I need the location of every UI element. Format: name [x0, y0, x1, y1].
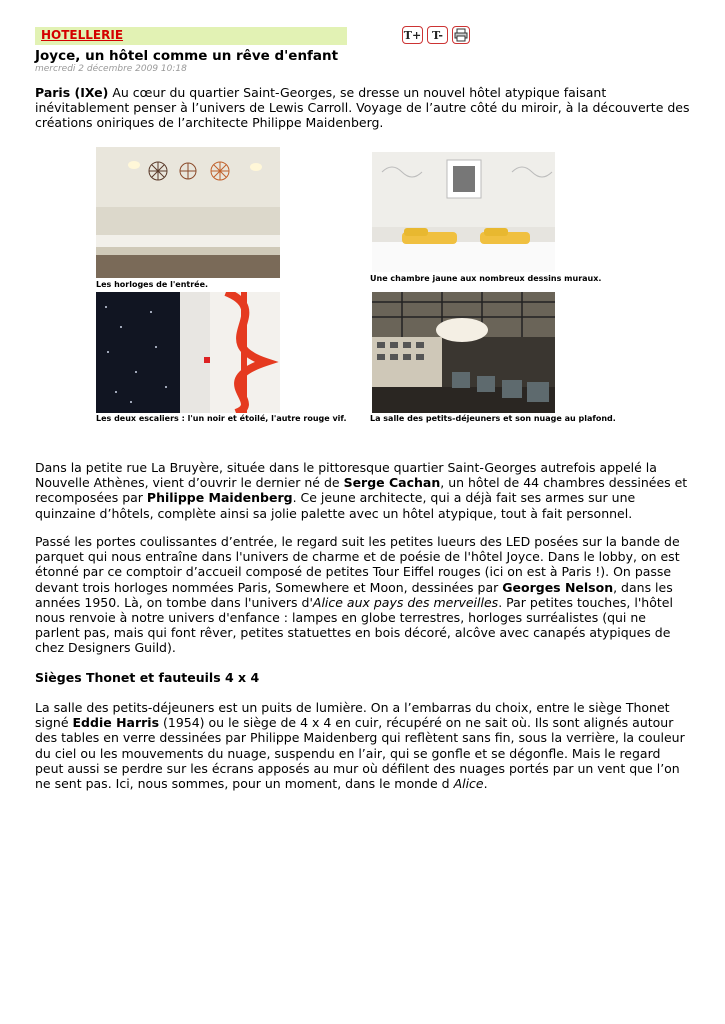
text-run: La salle des petits-déjeuners est un puits de lumière. On a l’embarras du choix, entre le siège Thonet signé [35, 700, 670, 731]
body-paragraph [35, 460, 690, 521]
photo-caption: Une chambre jaune aux nombreux dessins muraux. [370, 274, 602, 283]
person-name: Philippe Maidenberg [146, 490, 293, 506]
text-run: . Par petites touches, l'hôtel nous renvoie à notre univers d'enfance : lampes en globe terrestres, horloges surréalistes (qui ne parlent pas, mais qui font rêver, petites statuettes en bois décoré, alcôve avec canapés atypiques de chez Designers Guild). [35, 594, 673, 656]
text-run: (1954) ou le siège de 4 x 4 en cuir, récupéré on ne sait où. Ils sont alignés autour des tables en verre dessinées par Philippe Maidenberg qui reflètent sans fin, sous la verrière, la couleur du ciel ou les mouvements du nuage, suspendu en l’air, qui se gonfle et se dégonfle. Mais le regard peut aussi se perdre sur les écrans apposés au mur où défilent des nuages portés par un vent que l’on ne sent pas. Ici, nous sommes, pour un moment, dans le monde d [35, 715, 685, 792]
intro-text: Au cœur du quartier Saint-Georges, se dresse un nouvel hôtel atypique faisant inévitablement penser à l’univers de Lewis Carroll. Voyage de l’autre côté du miroir, à la découverte des créations oniriques de l’architecte Philippe Maidenberg. [35, 85, 690, 131]
person-name: Georges Nelson [502, 579, 614, 595]
print-button[interactable] [452, 26, 470, 44]
intro-paragraph [35, 85, 690, 131]
photo-breakfast-room [372, 292, 555, 413]
text-tools [402, 26, 470, 44]
photo-clocks [96, 147, 280, 278]
increase-text-button[interactable] [402, 26, 423, 44]
person-name: Eddie Harris [72, 715, 160, 731]
increase-text-icon: T+ [403, 28, 422, 42]
category-bar [35, 27, 347, 45]
decrease-text-button[interactable] [427, 26, 448, 44]
text-run: . [483, 776, 488, 792]
category-link[interactable]: HOTELLERIE [41, 28, 124, 42]
body-paragraph [35, 700, 690, 791]
photo-caption: La salle des petits-déjeuners et son nuage au plafond. [370, 414, 616, 423]
decrease-text-icon: T- [432, 28, 443, 42]
text-run: Passé les portes coulissantes d’entrée, le regard suit les petites lueurs des LED posées sur la bande de parquet qui nous entraîne dans l'univers de charme et de poésie de l'hôtel Joyce. Dans le lobby, on est étonné par ce comptoir d’accueil composé de petites Tour Eiffel rouges (ici on est à Paris !). On passe devant trois horloges nommées Paris, Somewhere et Moon, dessinées par [35, 534, 680, 595]
text-run: , dans les années 1950. Là, on tombe dans l'univers d' [35, 579, 673, 610]
photo-caption: Les deux escaliers : l'un noir et étoilé, l'autre rouge vif. [96, 414, 347, 423]
text-run: Dans la petite rue La Bruyère, située dans le pittoresque quartier Saint-Georges autrefois appelé la Nouvelle Athènes, vient d’ouvrir le dernier né de [35, 460, 657, 491]
text-run: . Ce jeune architecte, qui a déjà fait ses armes sur une quinzaine d’hôtels, complète ainsi sa jolie palette avec un hôtel atypique, tout à fait personnel. [35, 490, 636, 521]
article-title: Joyce, un hôtel comme un rêve d'enfant [35, 48, 339, 64]
person-name: Serge Cachan [343, 475, 441, 491]
book-title: Alice aux pays des merveilles [312, 594, 499, 610]
character-name: Alice [453, 776, 484, 792]
section-heading: Sièges Thonet et fauteuils 4 x 4 [35, 670, 260, 685]
intro-lead: Paris (IXe) [35, 85, 109, 100]
photo-yellow-room [372, 152, 555, 272]
photo-caption: Les horloges de l'entrée. [96, 280, 209, 289]
printer-icon [454, 28, 468, 42]
body-paragraph [35, 534, 690, 656]
text-run: , un hôtel de 44 chambres dessinées et recomposées par [35, 475, 688, 506]
photo-stairs [96, 292, 280, 413]
article-date: mercredi 2 décembre 2009 10:18 [35, 64, 187, 74]
